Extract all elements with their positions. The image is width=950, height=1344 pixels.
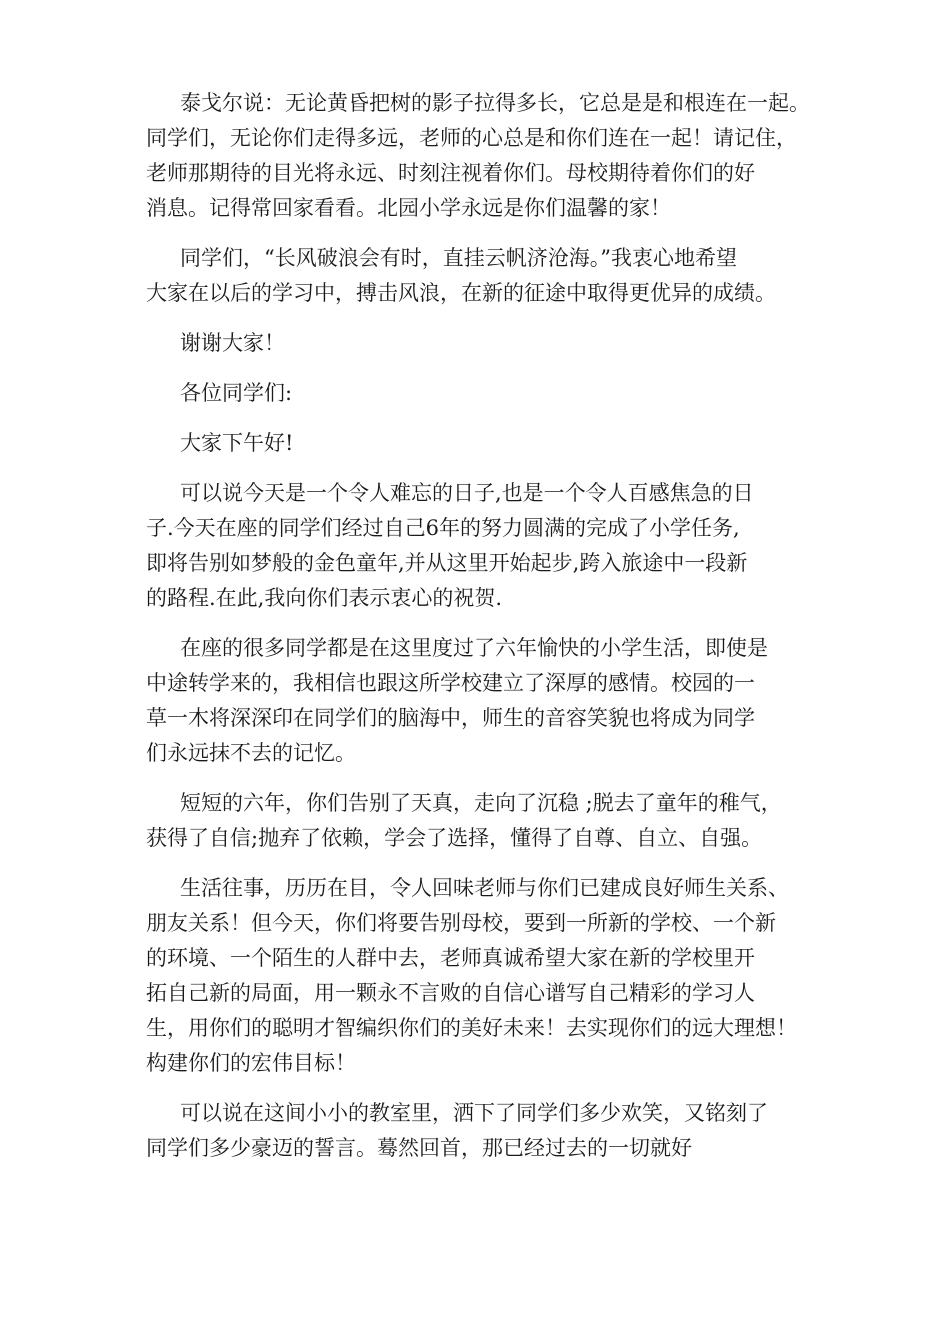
paragraph-tagore-quote [146,86,826,226]
paragraph-thanks [146,326,826,361]
text-line: 在座的很多同学都是在这里度过了六年愉快的小学生活，即使是 [180,636,768,660]
document-body [146,86,826,1181]
text-line: 草一木将深深印在同学们的脑海中，师生的音容笑貌也将成为同学 [146,706,755,730]
text-line: 大家下午好! [180,431,294,455]
text-line: 同学们，“长风破浪会有时，直挂云帆济沧海。”我衷心地希望 [180,246,737,270]
text-line: 中途转学来的，我相信也跟这所学校建立了深厚的感情。校园的一 [146,671,755,695]
text-line: 大家在以后的学习中，搏击风浪，在新的征途中取得更优异的成绩。 [146,281,776,305]
text-line: 可以说在这间小小的教室里，洒下了同学们多少欢笑，又铭刻了 [180,1101,768,1125]
paragraph-greeting [146,426,826,461]
paragraph-school-life [146,631,826,771]
text-line: 各位同学们: [180,381,293,405]
text-line: 同学们，无论你们走得多远，老师的心总是和你们连在一起！请记住， [146,126,797,150]
paragraph-wish [146,241,826,311]
text-line: 的路程.在此,我向你们表示衷心的祝贺. [146,586,503,610]
paragraph-memorable-day [146,476,826,616]
text-line: 老师那期待的目光将永远、时刻注视着你们。母校期待着你们的好 [146,161,755,185]
text-line: 即将告别如梦般的金色童年,并从这里开始起步,跨入旅途中一段新 [146,551,748,575]
text-line: 朋友关系！但今天，你们将要告别母校，要到一所新的学校、一个新 [146,911,776,935]
text-line: 同学们多少豪迈的誓言。蓦然回首，那已经过去的一切就好 [146,1136,692,1160]
text-line: 短短的六年，你们告别了天真，走向了沉稳 ;脱去了童年的稚气， [180,791,782,815]
text-line: 消息。记得常回家看看。北园小学永远是你们温馨的家！ [146,196,671,220]
text-line: 拓自己新的局面，用一颗永不言败的自信心谱写自己精彩的学习人 [146,981,755,1005]
text-line: 获得了自信;抛弃了依赖，学会了选择，懂得了自尊、自立、自强。 [146,826,763,850]
text-line: 构建你们的宏伟目标！ [146,1051,356,1075]
text-line: 可以说今天是一个令人难忘的日子,也是一个令人百感焦急的日 [180,481,754,505]
paragraph-memories [146,871,826,1081]
text-line: 泰戈尔说：无论黄昏把树的影子拉得多长，它总是是和根连在一起。 [180,91,810,115]
text-line: 生活往事，历历在目，令人回味老师与你们已建成良好师生关系、 [180,876,789,900]
text-line: 的环境、一个陌生的人群中去，老师真诚希望大家在新的学校里开 [146,946,755,970]
paragraph-salutation [146,376,826,411]
text-line: 们永远抹不去的记忆。 [146,741,356,765]
text-line: 子.今天在座的同学们经过自己6年的努力圆满的完成了小学任务, [146,516,740,540]
paragraph-six-years [146,786,826,856]
paragraph-classroom [146,1096,826,1166]
text-line: 生，用你们的聪明才智编织你们的美好未来！去实现你们的远大理想！ [146,1016,797,1040]
text-line: 谢谢大家！ [180,331,285,355]
